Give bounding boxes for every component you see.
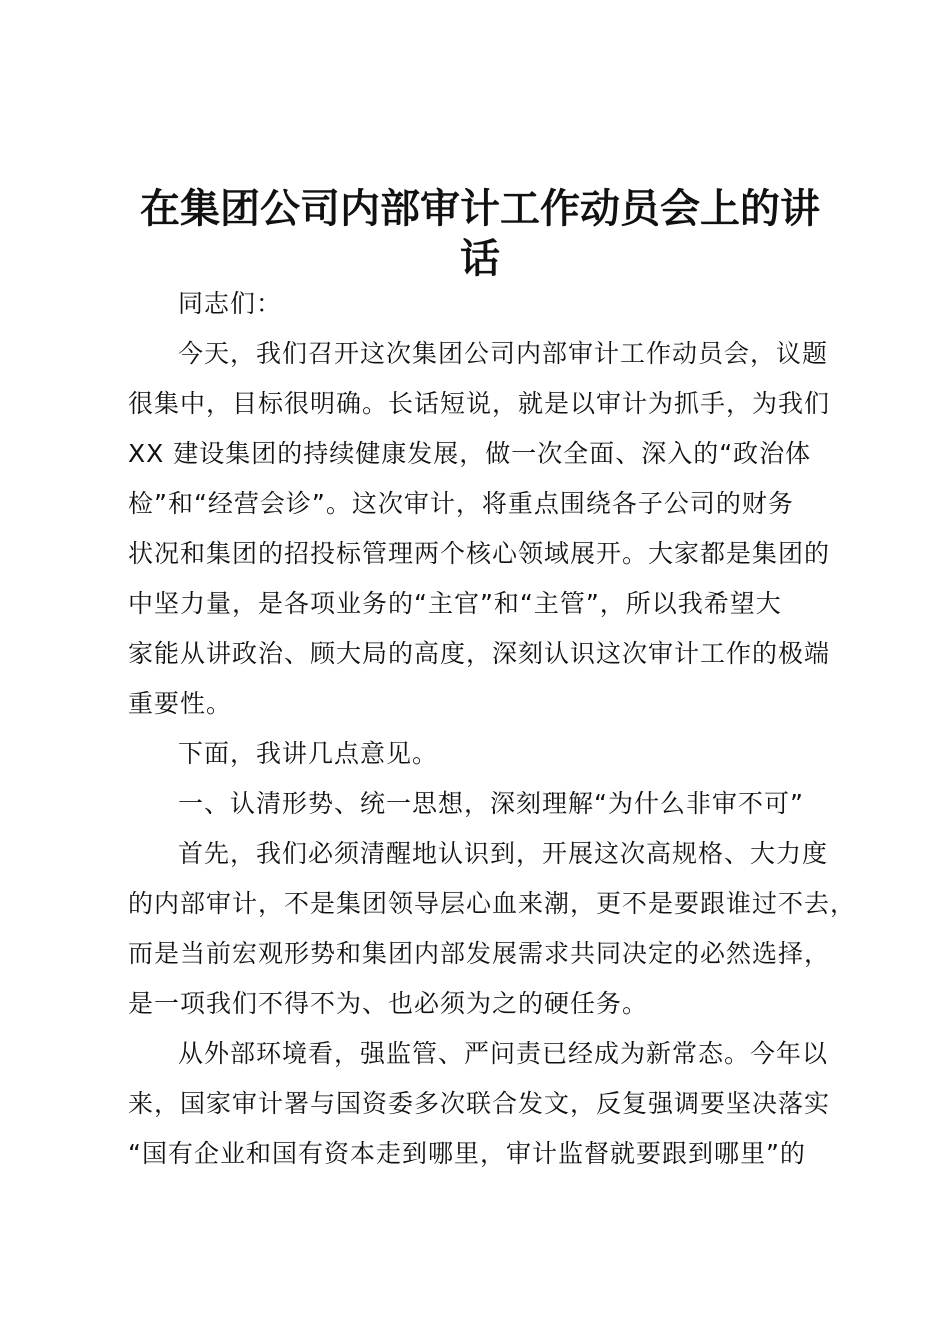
paragraph-line: “国有企业和国有资本走到哪里，审计监督就要跟到哪里”的 bbox=[128, 1139, 806, 1168]
paragraph-line: 检”和“经营会诊”。这次审计，将重点围绕各子公司的财务 bbox=[128, 489, 794, 518]
paragraph-line: 首先，我们必须清醒地认识到，开展这次高规格、大力度 bbox=[178, 839, 829, 868]
paragraph-line: 下面，我讲几点意见。 bbox=[178, 739, 439, 768]
paragraph-line: 是一项我们不得不为、也必须为之的硬任务。 bbox=[128, 989, 649, 1018]
paragraph-line: 状况和集团的招投标管理两个核心领域展开。大家都是集团的 bbox=[128, 539, 831, 568]
salutation: 同志们： bbox=[178, 289, 283, 318]
paragraph-line: 而是当前宏观形势和集团内部发展需求共同决定的必然选择， bbox=[128, 939, 831, 968]
paragraph-line: 的内部审计，不是集团领导层心血来潮，更不是要跟谁过不去， bbox=[128, 889, 857, 918]
document-title-line-1: 在集团公司内部审计工作动员会上的讲 bbox=[140, 186, 820, 232]
paragraph-line: 从外部环境看，强监管、严问责已经成为新常态。今年以 bbox=[178, 1039, 829, 1068]
paragraph-line: XX 建设集团的持续健康发展，做一次全面、深入的“政治体 bbox=[128, 439, 812, 468]
paragraph-line: 家能从讲政治、顾大局的高度，深刻认识这次审计工作的极端 bbox=[128, 639, 831, 668]
document-title-line-2: 话 bbox=[460, 236, 500, 282]
paragraph-line: 来，国家审计署与国资委多次联合发文，反复强调要坚决落实 bbox=[128, 1089, 831, 1118]
paragraph-line: 很集中，目标很明确。长话短说，就是以审计为抓手，为我们 bbox=[128, 389, 831, 418]
paragraph-line: 今天，我们召开这次集团公司内部审计工作动员会，议题 bbox=[178, 339, 829, 368]
paragraph-line: 重要性。 bbox=[128, 689, 233, 718]
paragraph-line: 中坚力量，是各项业务的“主官”和“主管”，所以我希望大 bbox=[128, 589, 782, 618]
section-heading: 一、认清形势、统一思想，深刻理解“为什么非审不可” bbox=[178, 789, 804, 818]
